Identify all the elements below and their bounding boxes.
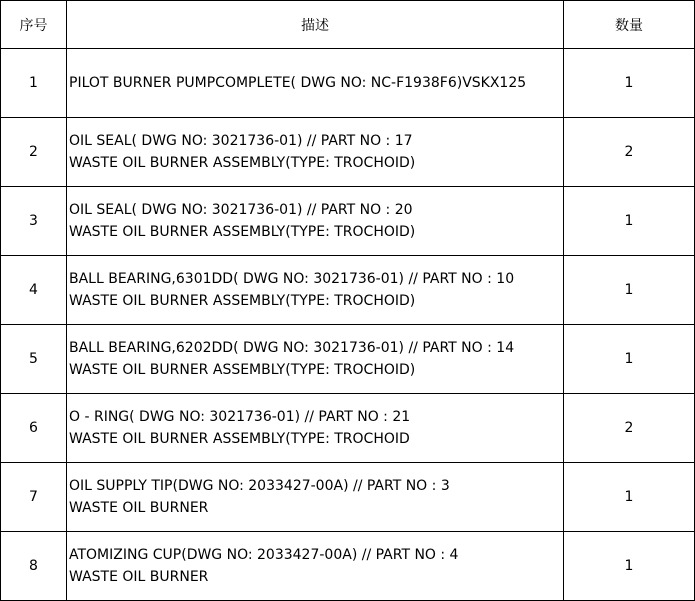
description-line-2: WASTE OIL BURNER ASSEMBLY(TYPE: TROCHOID)	[69, 362, 416, 378]
row-description	[67, 256, 564, 325]
description-line-2: WASTE OIL BURNER	[69, 500, 209, 516]
row-quantity: 1	[564, 532, 695, 601]
row-description	[67, 532, 564, 601]
row-index: 1	[1, 49, 67, 118]
description-line-1: O - RING( DWG NO: 3021736-01) // PART NO : 21	[69, 409, 411, 425]
header-quantity: 数量	[564, 1, 695, 49]
table-row	[1, 532, 695, 601]
row-quantity: 2	[564, 394, 695, 463]
description-line-2: WASTE OIL BURNER ASSEMBLY(TYPE: TROCHOID)	[69, 155, 416, 171]
header-description: 描述	[67, 1, 564, 49]
row-quantity: 1	[564, 325, 695, 394]
header-index: 序号	[1, 1, 67, 49]
row-description	[67, 118, 564, 187]
description-line-2: WASTE OIL BURNER	[69, 569, 209, 585]
description-line-2: WASTE OIL BURNER ASSEMBLY(TYPE: TROCHOID)	[69, 224, 416, 240]
row-quantity: 1	[564, 256, 695, 325]
row-index: 2	[1, 118, 67, 187]
row-description	[67, 49, 564, 118]
description-line-2: WASTE OIL BURNER ASSEMBLY(TYPE: TROCHOID	[69, 431, 410, 447]
row-index: 6	[1, 394, 67, 463]
table-row	[1, 394, 695, 463]
description-line-1: BALL BEARING,6202DD( DWG NO: 3021736-01) // PART NO : 14	[69, 340, 515, 356]
row-description	[67, 394, 564, 463]
description-line-2: WASTE OIL BURNER ASSEMBLY(TYPE: TROCHOID)	[69, 293, 416, 309]
row-description	[67, 187, 564, 256]
row-quantity: 1	[564, 187, 695, 256]
row-quantity: 1	[564, 49, 695, 118]
row-quantity: 2	[564, 118, 695, 187]
description-line-1: OIL SEAL( DWG NO: 3021736-01) // PART NO : 17	[69, 133, 413, 149]
row-index: 8	[1, 532, 67, 601]
description-line-1: OIL SEAL( DWG NO: 3021736-01) // PART NO : 20	[69, 202, 413, 218]
row-index: 7	[1, 463, 67, 532]
table-row	[1, 463, 695, 532]
description-line-1: PILOT BURNER PUMPCOMPLETE( DWG NO: NC-F1938F6)VSKX125	[69, 75, 527, 91]
table-row	[1, 187, 695, 256]
row-index: 3	[1, 187, 67, 256]
table-row	[1, 49, 695, 118]
description-line-1: OIL SUPPLY TIP(DWG NO: 2033427-00A) // PART NO : 3	[69, 478, 450, 494]
row-index: 5	[1, 325, 67, 394]
table-row	[1, 118, 695, 187]
row-description	[67, 325, 564, 394]
row-quantity: 1	[564, 463, 695, 532]
description-line-1: ATOMIZING CUP(DWG NO: 2033427-00A) // PART NO : 4	[69, 547, 459, 563]
table-header-row	[1, 1, 695, 49]
table-row	[1, 325, 695, 394]
row-index: 4	[1, 256, 67, 325]
row-description	[67, 463, 564, 532]
description-line-1: BALL BEARING,6301DD( DWG NO: 3021736-01) // PART NO : 10	[69, 271, 515, 287]
table-row	[1, 256, 695, 325]
